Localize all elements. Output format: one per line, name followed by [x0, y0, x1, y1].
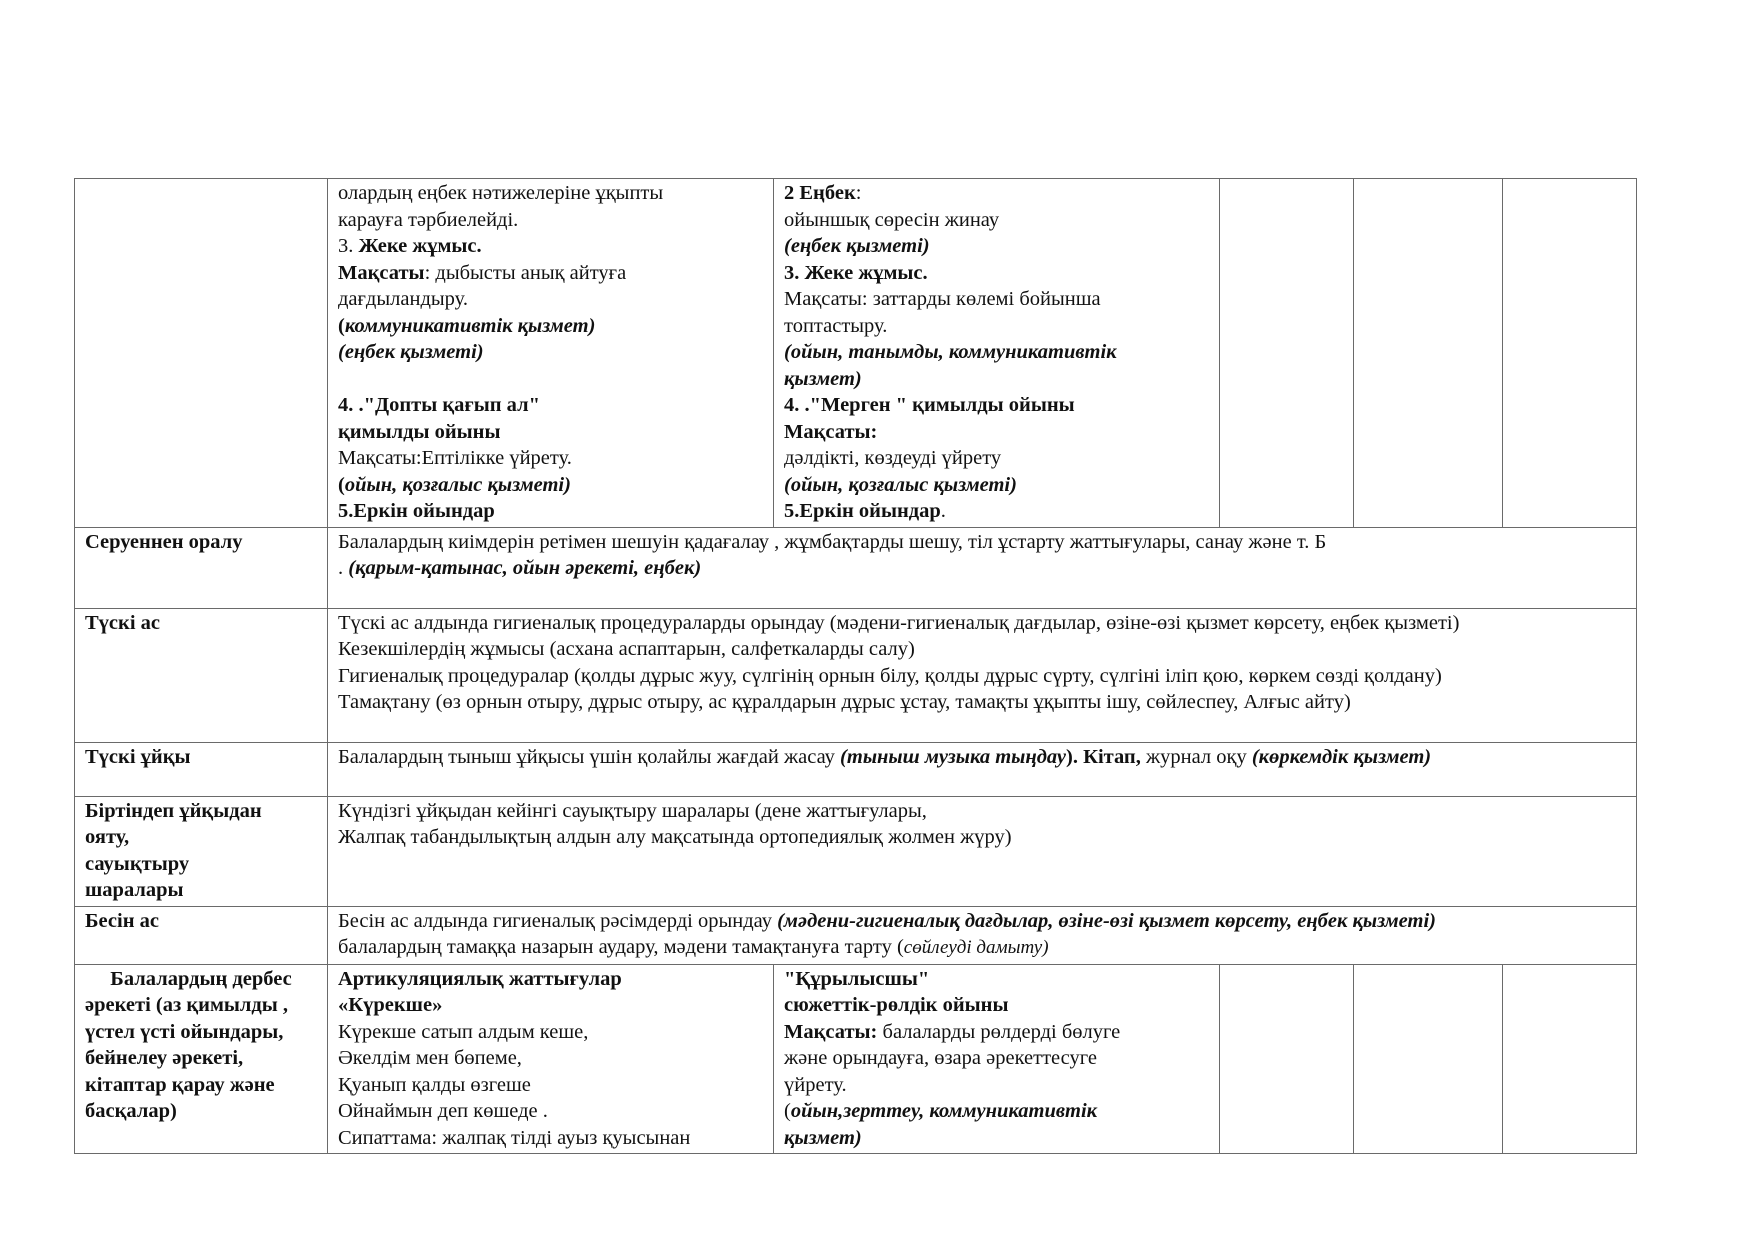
daily-plan-table	[74, 178, 1637, 1154]
text-line: Мақсаты: дыбысты анық айтуға	[338, 261, 627, 284]
cell-empty	[1503, 179, 1637, 528]
text-line: Артикуляциялық жаттығулар	[338, 967, 622, 990]
row-label: Түскі ұйқы	[75, 742, 328, 796]
cell-empty	[1220, 964, 1354, 1154]
text-line: Күндізгі ұйқыдан кейінгі сауықтыру шаралары (дене жаттығулары,	[338, 799, 927, 822]
text-line: (еңбек қызметі)	[784, 235, 930, 257]
row-label: Түскі ас	[75, 608, 328, 742]
row-wake-up	[75, 796, 1637, 906]
row-walk-activities	[75, 179, 1637, 528]
cell-return-content	[328, 527, 1637, 608]
row-label: Біртіндеп ұйқыдан ояту, сауықтыру шаралары	[75, 796, 328, 906]
cell-walk-col1	[328, 179, 774, 528]
text-line: Әкелдім мен бөпеме,	[338, 1047, 522, 1069]
text-line: 3. Жеке жұмыс.	[784, 261, 928, 284]
cell-wake-content	[328, 796, 1637, 906]
row-return-from-walk	[75, 527, 1637, 608]
row-label: Бесін ас	[75, 906, 328, 964]
cell-empty	[1220, 179, 1354, 528]
cell-walk-col2	[774, 179, 1220, 528]
row-nap	[75, 742, 1637, 796]
text-line: 5.Еркін ойындар.	[784, 500, 946, 522]
text-line: Тамақтану (өз орнын отыру, дұрыс отыру, ас құралдарын дұрыс ұстау, тамақты ұқыпты ішу, сөйлеспеу, Алғыс айту)	[338, 691, 1351, 713]
text-line: Гигиеналық процедуралар (қолды дұрыс жуу, сүлгінің орнын білу, қолды дұрыс сүрту, сүлгіні іліп қою, көркем сөзді қолдану)	[338, 664, 1442, 687]
row-label: Балалардың дербес әрекеті (аз қимылды , үстел үсті ойындары, бейнелеу әрекеті, кітаптар қарау және басқалар)	[75, 964, 328, 1154]
text-line: үйрету.	[784, 1073, 847, 1096]
text-line: қызмет)	[784, 367, 862, 390]
text-line: қызмет)	[784, 1126, 862, 1149]
cell-indep-col2	[774, 964, 1220, 1154]
text-line: 4. ."Мерген " қимылды ойыны	[784, 394, 1075, 416]
cell-lunch-content	[328, 608, 1637, 742]
text-line: Мақсаты: заттарды көлемі бойынша	[784, 288, 1101, 310]
text-line: ойыншық сөресін жинау	[784, 208, 1000, 231]
text-line: карауға тәрбиелейді.	[338, 208, 519, 231]
text-line: топтастыру.	[784, 314, 888, 337]
text-line: 5.Еркін ойындар	[338, 500, 495, 522]
text-line: қимылды ойыны	[338, 420, 501, 443]
blank-line	[338, 366, 763, 393]
text-line: және орындауға, өзара әрекеттесуге	[784, 1047, 1097, 1069]
text-line: Бесін ас алдында гигиеналық рәсімдерді орындау (мәдени-гигиеналық дағдылар, өзіне-өзі қызмет көрсету, еңбек қызметі)	[338, 909, 1436, 932]
text-line: (ойын, қозғалыс қызметі)	[784, 473, 1017, 496]
text-line: (ойын, танымды, коммуникативтік	[784, 341, 1117, 363]
text-line: Ойнаймын деп көшеде .	[338, 1100, 548, 1122]
cell-empty	[1503, 964, 1637, 1154]
text-line: дәлдікті, көздеуді үйрету	[784, 447, 1002, 469]
text-line: (ойын,зерттеу, коммуникативтік	[784, 1100, 1098, 1122]
text-line: сюжеттік-рөлдік ойыны	[784, 994, 1009, 1016]
text-line: Түскі ас алдында гигиеналық процедураларды орындау (мәдени-гигиеналық дағдылар, өзіне-өзі қызмет көрсету, еңбек қызметі)	[338, 611, 1460, 634]
row-afternoon-snack	[75, 906, 1637, 964]
text-line: «Күрекше»	[338, 994, 443, 1016]
text-line: Кезекшілердің жұмысы (асхана аспаптарын, салфеткаларды салу)	[338, 638, 915, 660]
cell-nap-content	[328, 742, 1637, 796]
text-line: 3. Жеке жұмыс.	[338, 235, 482, 257]
row-lunch	[75, 608, 1637, 742]
text-line: Жалпақ табандылықтың алдын алу мақсатында ортопедиялық жолмен жүру)	[338, 826, 1012, 848]
row-label: Серуеннен оралу	[75, 527, 328, 608]
text-line: Мақсаты:Ептілікке үйрету.	[338, 447, 572, 469]
text-line: олардың еңбек нәтижелеріне ұқыпты	[338, 182, 664, 204]
text-line: 2 Еңбек:	[784, 182, 862, 204]
text-line: Мақсаты: балаларды рөлдерді бөлуге	[784, 1020, 1121, 1043]
text-line: Балалардың киімдерін ретімен шешуін қадағалау , жұмбақтарды шешу, тіл ұстарту жаттығулары, санау және т. Б	[338, 530, 1327, 553]
text-line: дағдыландыру.	[338, 288, 468, 310]
text-line: балалардың тамаққа назарын аудару, мәдени тамақтануға тарту (сөйлеуді дамыту)	[338, 936, 1049, 958]
cell-snack-content	[328, 906, 1637, 964]
text-line: Күрекше сатып алдым кеше,	[338, 1020, 589, 1043]
text-line: (ойын, қозғалыс қызметі)	[338, 473, 571, 496]
text-line: 4. ."Допты қағып ал"	[338, 394, 540, 416]
text-line: "Құрылысшы"	[784, 967, 930, 990]
cell-indep-col1	[328, 964, 774, 1154]
text-line: (коммуникативтік қызмет)	[338, 314, 596, 337]
cell-empty-label	[75, 179, 328, 528]
text-line: . (қарым-қатынас, ойын әрекеті, еңбек)	[338, 557, 702, 579]
text-line: Мақсаты:	[784, 420, 878, 443]
text-line: (еңбек қызметі)	[338, 341, 484, 363]
cell-empty	[1354, 964, 1503, 1154]
cell-empty	[1354, 179, 1503, 528]
text-line: Балалардың тыныш ұйқысы үшін қолайлы жағдай жасау (тыныш музыка тыңдау). Кітап, журнал оқу (көркемдік қызмет)	[338, 745, 1432, 768]
text-line: Қуанып қалды өзгеше	[338, 1073, 531, 1096]
row-independent-activity	[75, 964, 1637, 1154]
text-line: Сипаттама: жалпақ тілді ауыз қуысынан	[338, 1126, 691, 1149]
